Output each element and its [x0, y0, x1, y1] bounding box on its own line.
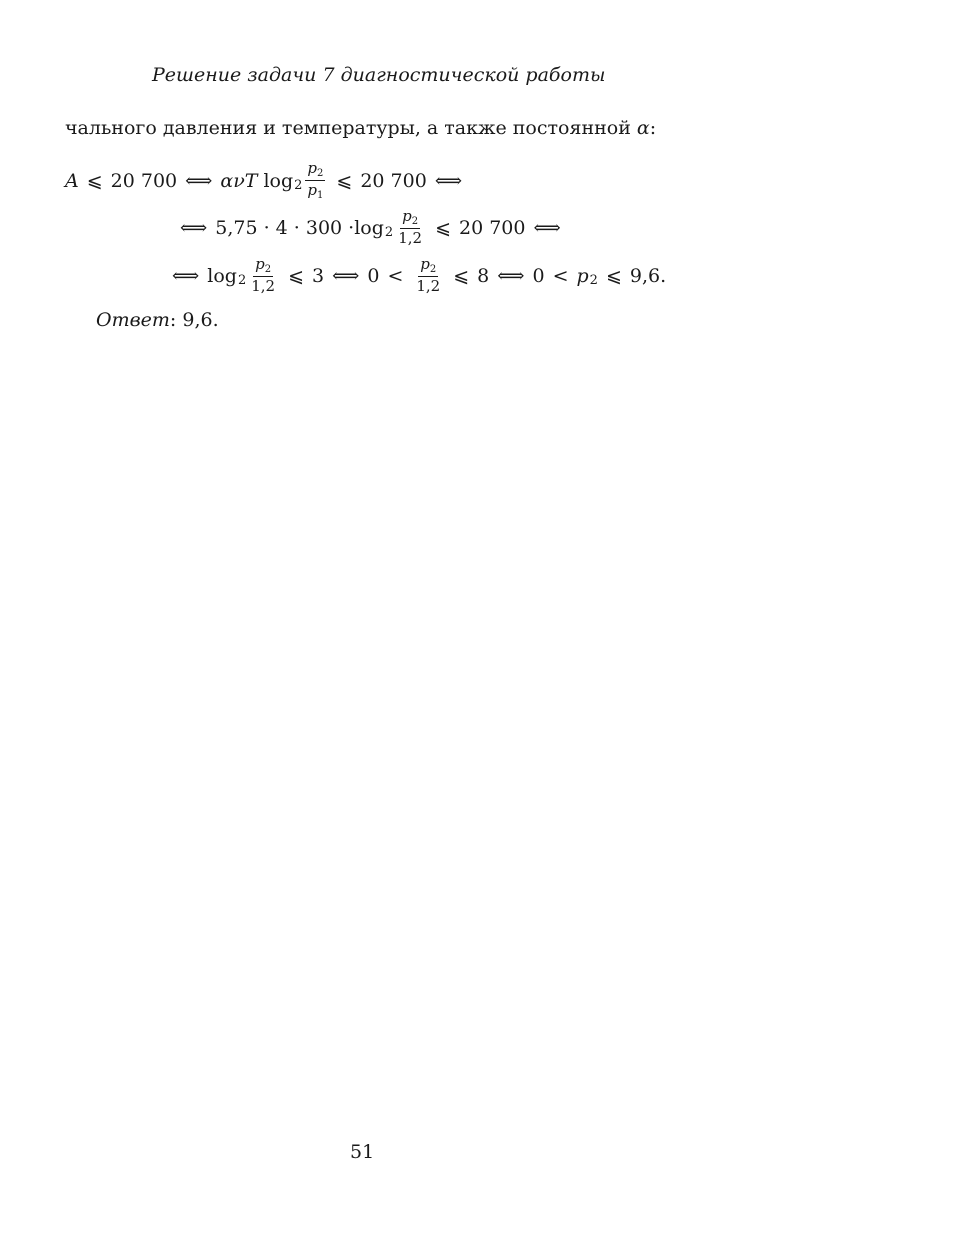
iff-sign: ⟺ [180, 216, 208, 239]
num-sub: 2 [317, 168, 324, 179]
num-var: p [255, 255, 265, 273]
num-var: p [307, 159, 318, 177]
answer-line [96, 309, 219, 331]
equation-line-1 [65, 160, 470, 201]
rhs-value: 20 700 [360, 169, 427, 192]
log-base: 2 [294, 178, 303, 193]
var-A: A [65, 169, 79, 192]
intro-text [65, 117, 656, 139]
value-20700: 20 700 [110, 169, 178, 192]
leq-sign: ⩽ [86, 169, 103, 192]
intro-sentence: чального давления и температуры, а также постоянной [65, 117, 631, 139]
zero: 0 [367, 264, 380, 287]
lt-sign: < [387, 264, 404, 287]
answer-label: Ответ [96, 309, 170, 331]
num-sub: 2 [411, 216, 419, 227]
running-header: Решение задачи 7 диагностической работы [152, 64, 606, 86]
page-number: 51 [350, 1141, 375, 1163]
iff-sign: ⟺ [332, 264, 360, 287]
iff-sign: ⟺ [185, 169, 213, 192]
log-symbol: log [263, 169, 294, 192]
leq-sign: ⩽ [605, 264, 622, 287]
num-var: p [420, 255, 430, 273]
equation-line-2 [180, 208, 569, 247]
alpha-symbol: α [636, 117, 650, 139]
leq-sign: ⩽ [453, 264, 470, 287]
product-expr: 5,75 · 4 · 300 · [215, 216, 355, 239]
iff-sign: ⟺ [172, 264, 200, 287]
intro-colon: : [649, 117, 657, 139]
leq-sign: ⩽ [336, 169, 353, 192]
final-value: 9,6. [629, 264, 667, 287]
p-sub: 2 [589, 273, 598, 288]
log-base: 2 [384, 225, 394, 240]
fraction-p2-1-2 [396, 208, 424, 247]
den-value: 1,2 [416, 277, 441, 295]
log-symbol: log [354, 216, 384, 239]
log-symbol: log [207, 264, 237, 287]
iff-sign: ⟺ [497, 264, 525, 287]
den-value: 1,2 [398, 229, 423, 247]
num-var: p [402, 207, 412, 225]
den-sub: 1 [317, 190, 324, 201]
leq-sign: ⩽ [435, 216, 451, 239]
expr-vars: ανT [220, 169, 258, 192]
log-base: 2 [237, 273, 247, 288]
iff-sign: ⟺ [533, 216, 561, 239]
equation-line-3 [172, 256, 666, 295]
answer-value: : 9,6. [169, 309, 219, 331]
num-sub: 2 [429, 264, 437, 275]
fraction-p2-p1 [305, 160, 325, 201]
den-var: p [307, 181, 318, 199]
rhs-value: 20 700 [458, 216, 526, 239]
iff-sign: ⟺ [434, 169, 463, 192]
num-sub: 2 [264, 264, 272, 275]
zero: 0 [532, 264, 545, 287]
den-value: 1,2 [251, 277, 276, 295]
p-var: p [576, 264, 589, 287]
fraction-p2-1-2 [249, 256, 277, 295]
bound-3: 3 [312, 264, 325, 287]
bound-8: 8 [477, 264, 490, 287]
fraction-p2-1-2 [414, 256, 442, 295]
lt-sign: < [552, 264, 569, 287]
leq-sign: ⩽ [288, 264, 304, 287]
